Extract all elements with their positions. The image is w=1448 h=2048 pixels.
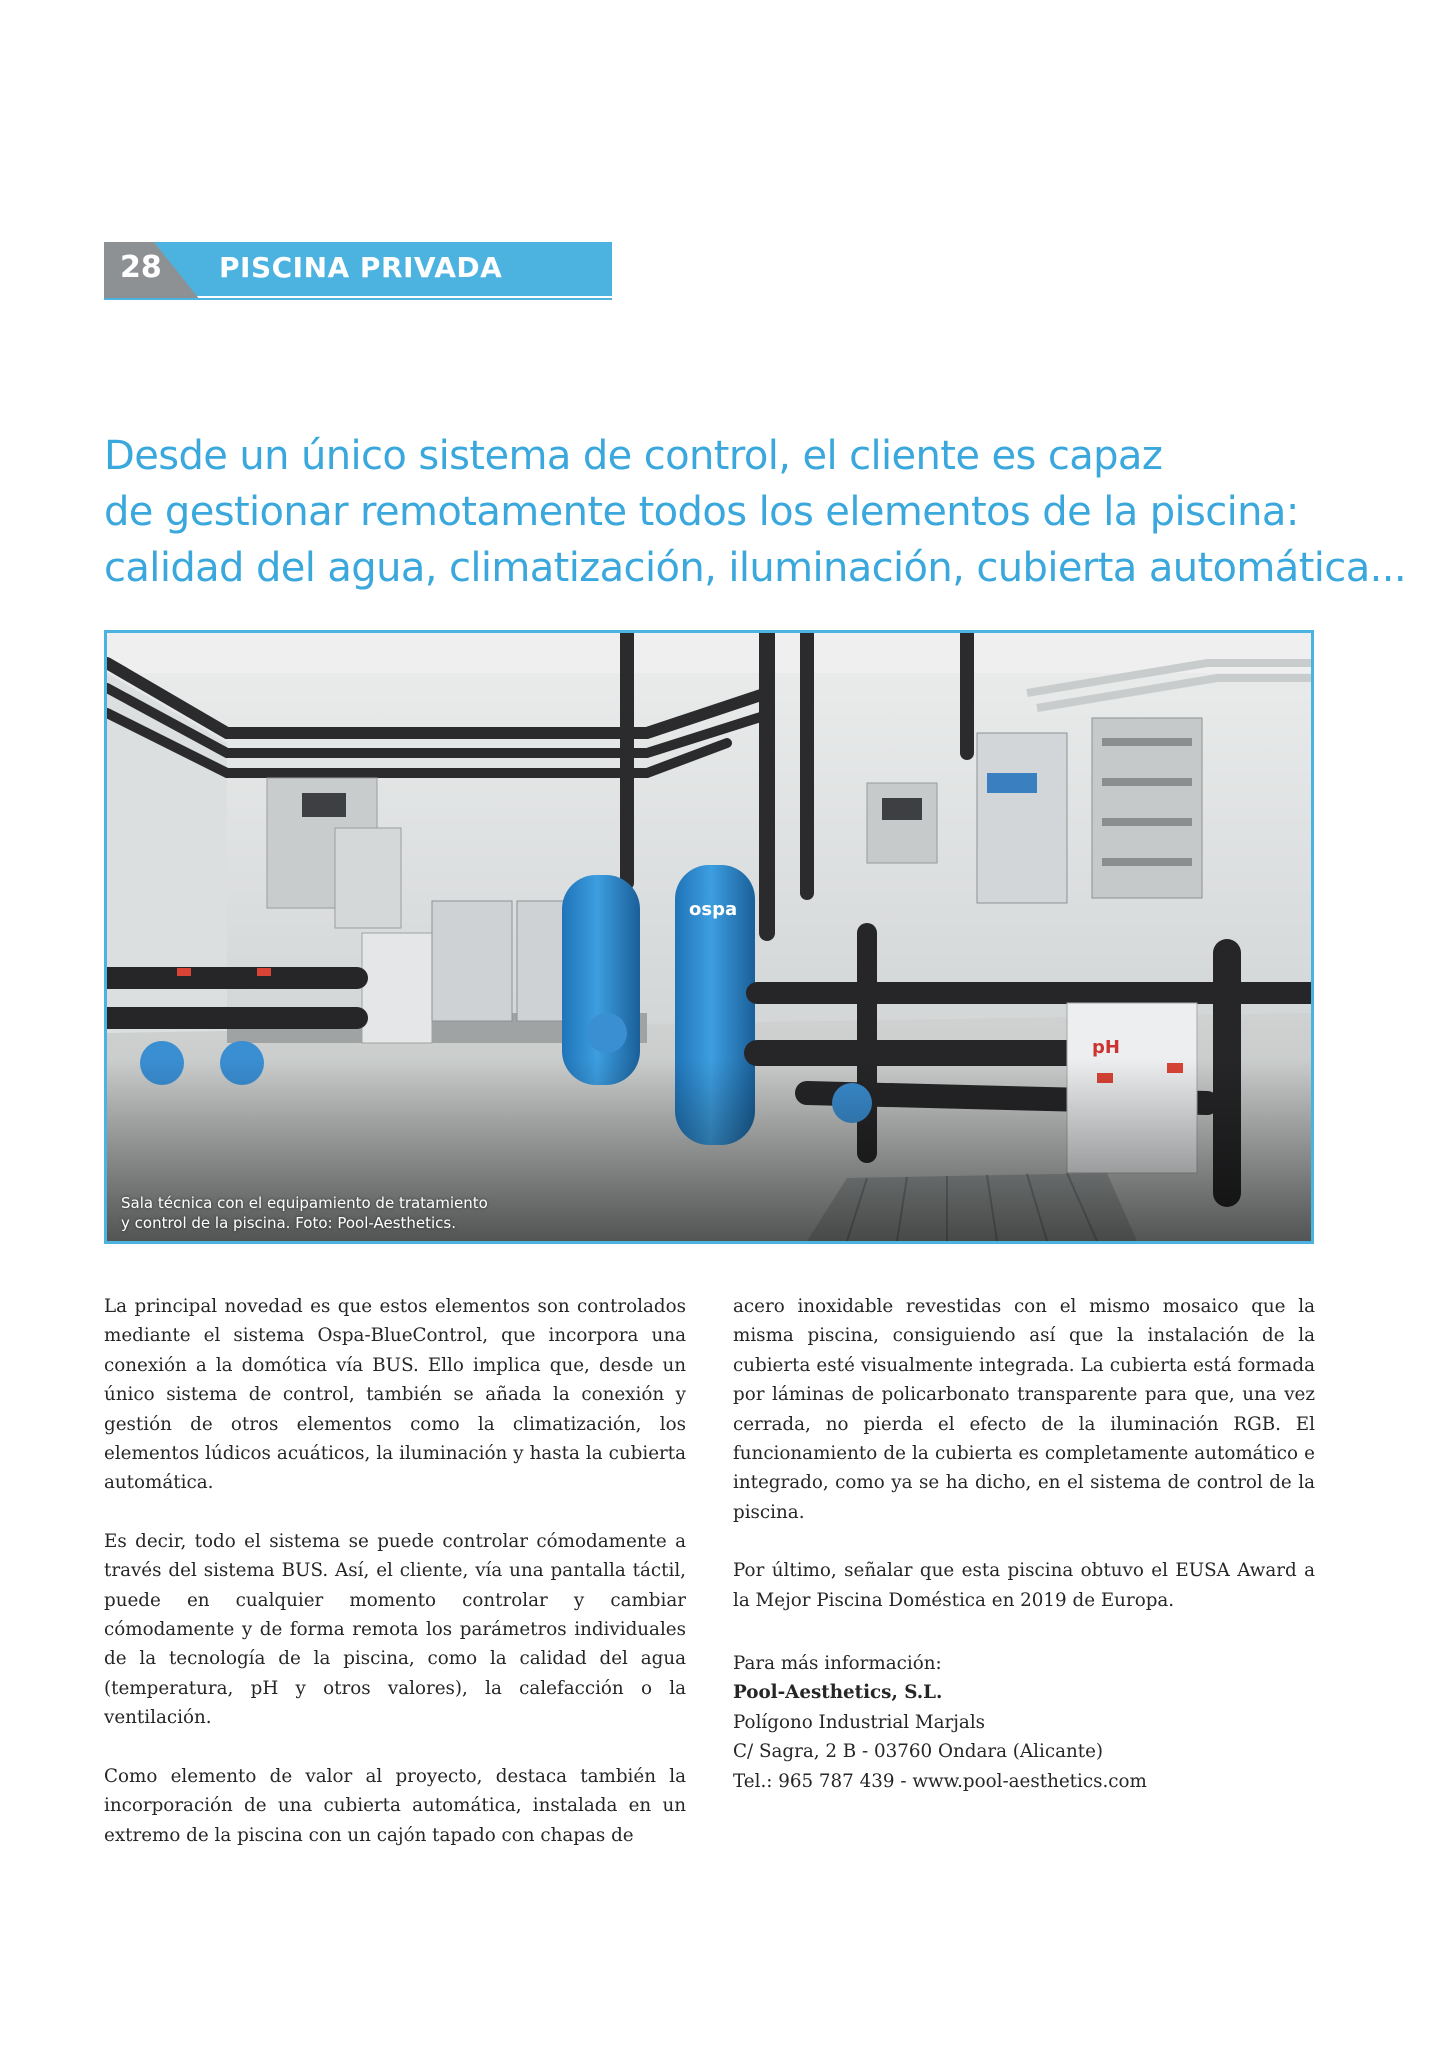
equipment-room-photo [104, 630, 1314, 1244]
headline-line-2: de gestionar remotamente todos los elementos de la piscina: [104, 489, 1299, 535]
contact-address-line-2: C/ Sagra, 2 B - 03760 Ondara (Alicante) [733, 1741, 1104, 1763]
contact-address-line-1: Polígono Industrial Marjals [733, 1711, 986, 1733]
body-paragraph: Por último, señalar que esta piscina obtuvo el EUSA Award a la Mejor Piscina Doméstica en 2019 de Europa. [733, 1560, 1315, 1611]
article-headline [104, 428, 1406, 596]
photo-caption-line-2: y control de la piscina. Foto: Pool-Aesthetics. [121, 1214, 457, 1232]
headline-line-3: calidad del agua, climatización, iluminación, cubierta automática... [104, 545, 1406, 591]
body-paragraph: Es decir, todo el sistema se puede controlar cómodamente a través del sistema BUS. Así, el cliente, vía una pantalla táctil, puede en cualquier momento controlar y cambiar cómodamente y de forma remota los parámetros individuales de la tecnología de la piscina, como la calidad del agua (temperatura, pH y otros valores), la calefacción o la ventilación. [104, 1530, 686, 1729]
contact-phone-web: Tel.: 965 787 439 - www.pool-aesthetics.com [733, 1770, 1147, 1792]
photo-caption-line-1: Sala técnica con el equipamiento de tratamiento [121, 1194, 488, 1212]
section-header-rule [104, 298, 612, 300]
section-header [104, 242, 612, 300]
headline-line-1: Desde un único sistema de control, el cliente es capaz [104, 433, 1163, 479]
section-title: PISCINA PRIVADA [219, 251, 503, 284]
contact-block [733, 1649, 1315, 1796]
body-paragraph: La principal novedad es que estos elementos son controlados mediante el sistema Ospa-BlueControl, que incorpora una conexión a la domótica vía BUS. Ello implica que, desde un único sistema de control, también se añada la conexión y gestión de otros elementos como la climatización, los elementos lúdicos acuáticos, la iluminación y hasta la cubierta automática. [104, 1296, 686, 1494]
photo-caption [121, 1193, 488, 1233]
equipment-room-illustration [107, 633, 1311, 1241]
page-number: 28 [120, 250, 162, 285]
contact-intro: Para más información: [733, 1653, 942, 1675]
body-paragraph: Como elemento de valor al proyecto, destaca también la incorporación de una cubierta automática, instalada en un extremo de la piscina con un cajón tapado con chapas de [104, 1765, 686, 1846]
article-column-right [733, 1292, 1315, 1796]
article-column-left [104, 1292, 686, 1850]
contact-company: Pool-Aesthetics, S.L. [733, 1682, 943, 1704]
body-paragraph: acero inoxidable revestidas con el mismo mosaico que la misma piscina, consiguiendo así que la instalación de la cubierta esté visualmente integrada. La cubierta está formada por láminas de policarbonato transparente para que, una vez cerrada, no pierda el efecto de la iluminación RGB. El funcionamiento de la cubierta es completamente automático e integrado, como ya se ha dicho, en el sistema de control de la piscina. [733, 1296, 1315, 1523]
